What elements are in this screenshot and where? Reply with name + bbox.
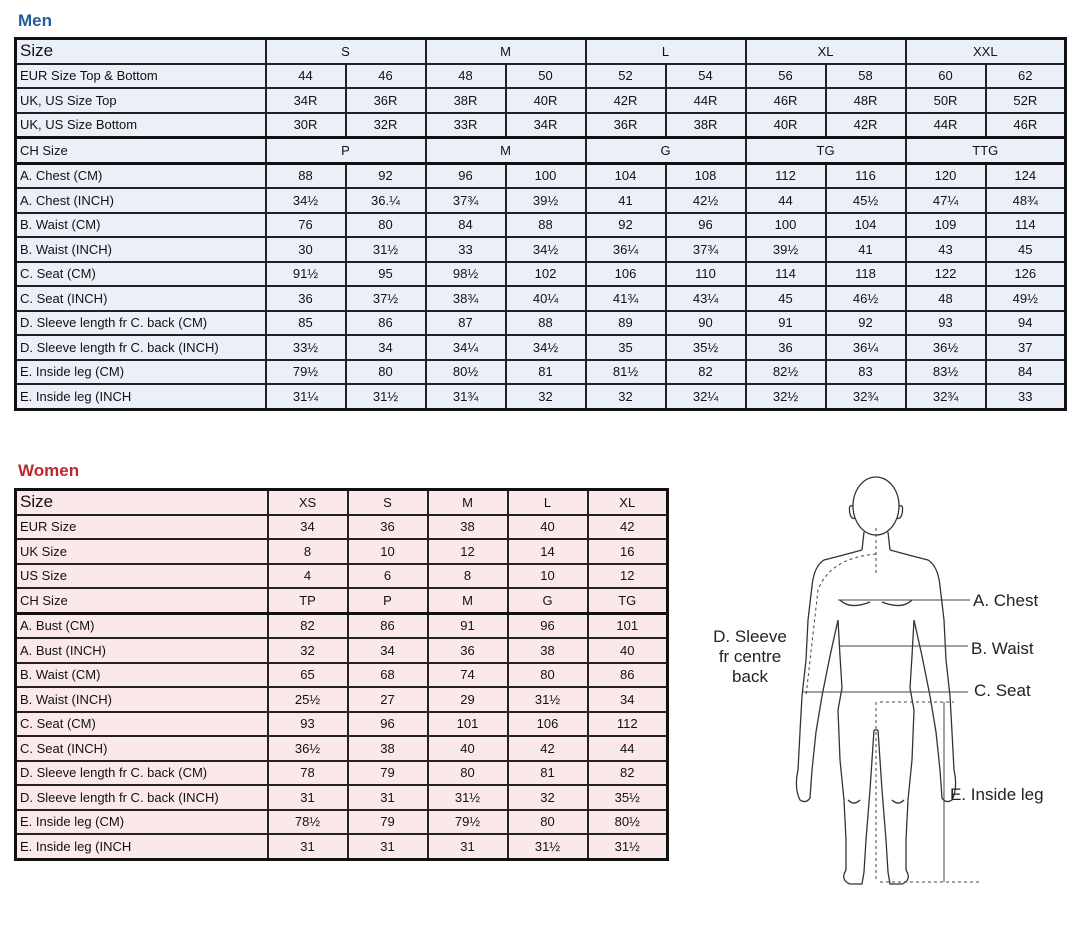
men-measure-row [16, 188, 1066, 213]
inside-leg-label: E. Inside leg [950, 785, 1044, 804]
table-cell: 52 [586, 64, 666, 89]
table-cell: 45 [746, 286, 826, 311]
size-header-cell: XL [588, 490, 668, 515]
row-label: US Size [16, 564, 268, 589]
table-cell: 31 [268, 785, 348, 810]
table-cell: 31½ [346, 384, 426, 409]
table-cell: 46R [746, 88, 826, 113]
row-label: C. Seat (CM) [16, 712, 268, 737]
men-size-row [16, 64, 1066, 89]
table-cell: 96 [426, 163, 506, 188]
men-measure-row [16, 262, 1066, 287]
table-cell: 12 [428, 539, 508, 564]
men-measure-row [16, 213, 1066, 238]
size-header-cell: XS [268, 490, 348, 515]
table-cell: 34 [588, 687, 668, 712]
table-cell: 32R [346, 113, 426, 138]
table-cell: 38¾ [426, 286, 506, 311]
women-measure-row [16, 638, 668, 663]
size-header-cell: L [586, 39, 746, 64]
women-measure-row [16, 736, 668, 761]
men-size-table [14, 37, 1067, 411]
table-cell: 33 [426, 237, 506, 262]
table-cell: 44 [746, 188, 826, 213]
table-cell: 80½ [588, 810, 668, 835]
table-cell: 93 [268, 712, 348, 737]
women-measure-row [16, 712, 668, 737]
table-cell: 90 [666, 311, 746, 336]
table-cell: 37¾ [426, 188, 506, 213]
table-cell: 96 [666, 213, 746, 238]
table-cell: 32¼ [666, 384, 746, 409]
table-cell: 48 [906, 286, 986, 311]
sleeve-label-line-1: D. Sleeve [713, 627, 787, 646]
row-label: E. Inside leg (CM) [16, 360, 266, 385]
row-label: CH Size [16, 138, 266, 164]
men-size-row [16, 88, 1066, 113]
table-cell: 44R [666, 88, 746, 113]
table-cell: 40R [506, 88, 586, 113]
men-measure-row [16, 360, 1066, 385]
table-cell: 91 [428, 613, 508, 638]
table-cell: 82 [588, 761, 668, 786]
table-cell: 92 [826, 311, 906, 336]
table-cell: 31½ [428, 785, 508, 810]
table-cell: 106 [586, 262, 666, 287]
table-cell: TG [588, 588, 668, 613]
ch-size-cell: TTG [906, 138, 1066, 164]
table-cell: 39½ [506, 188, 586, 213]
table-cell: 38 [428, 515, 508, 540]
table-cell: 82½ [746, 360, 826, 385]
table-cell: 81 [506, 360, 586, 385]
table-cell: 38 [508, 638, 588, 663]
table-cell: 36R [346, 88, 426, 113]
men-measure-row [16, 311, 1066, 336]
table-cell: 36 [348, 515, 428, 540]
table-cell: 85 [266, 311, 346, 336]
row-label: C. Seat (CM) [16, 262, 266, 287]
row-label: UK Size [16, 539, 268, 564]
table-cell: 109 [906, 213, 986, 238]
row-label: B. Waist (CM) [16, 663, 268, 688]
men-size-header-row [16, 39, 1066, 64]
table-cell: 74 [428, 663, 508, 688]
table-cell: 29 [428, 687, 508, 712]
table-cell: 36R [586, 113, 666, 138]
table-cell: 27 [348, 687, 428, 712]
table-cell: 32¾ [906, 384, 986, 409]
table-cell: 31 [348, 834, 428, 859]
table-cell: 33R [426, 113, 506, 138]
table-cell: 78 [268, 761, 348, 786]
men-measure-row [16, 237, 1066, 262]
table-cell: 38 [348, 736, 428, 761]
women-size-row [16, 515, 668, 540]
table-cell: 32½ [746, 384, 826, 409]
table-cell: 79½ [428, 810, 508, 835]
row-label: D. Sleeve length fr C. back (INCH) [16, 785, 268, 810]
size-header-cell: XXL [906, 39, 1066, 64]
table-cell: 33 [986, 384, 1066, 409]
table-cell: 114 [746, 262, 826, 287]
table-cell: 37¾ [666, 237, 746, 262]
size-header-cell: M [426, 39, 586, 64]
table-cell: 86 [348, 613, 428, 638]
table-cell: 31½ [346, 237, 426, 262]
table-cell: 34R [266, 88, 346, 113]
table-cell: 34½ [266, 188, 346, 213]
row-label: C. Seat (INCH) [16, 286, 266, 311]
row-label: EUR Size Top & Bottom [16, 64, 266, 89]
table-cell: 37 [986, 335, 1066, 360]
table-cell: 101 [588, 613, 668, 638]
table-cell: 45 [986, 237, 1066, 262]
men-size-row [16, 113, 1066, 138]
table-cell: 110 [666, 262, 746, 287]
table-cell: 38R [426, 88, 506, 113]
men-measure-row [16, 335, 1066, 360]
table-cell: 88 [506, 311, 586, 336]
men-section-title: Men [18, 11, 52, 30]
table-cell: 79 [348, 810, 428, 835]
row-label: A. Chest (INCH) [16, 188, 266, 213]
table-cell: 31¼ [266, 384, 346, 409]
table-cell: 32¾ [826, 384, 906, 409]
table-cell: 81 [508, 761, 588, 786]
table-cell: 80 [508, 810, 588, 835]
row-label: CH Size [16, 588, 268, 613]
table-cell: 101 [428, 712, 508, 737]
men-ch-size-row [16, 138, 1066, 164]
table-cell: 33½ [266, 335, 346, 360]
table-cell: 35½ [666, 335, 746, 360]
table-cell: 65 [268, 663, 348, 688]
table-cell: 62 [986, 64, 1066, 89]
table-cell: 93 [906, 311, 986, 336]
row-label: D. Sleeve length fr C. back (CM) [16, 311, 266, 336]
row-label: UK, US Size Bottom [16, 113, 266, 138]
table-cell: 4 [268, 564, 348, 589]
table-cell: 6 [348, 564, 428, 589]
table-cell: 31½ [508, 687, 588, 712]
table-cell: 48R [826, 88, 906, 113]
table-cell: 126 [986, 262, 1066, 287]
table-cell: 52R [986, 88, 1066, 113]
table-cell: 46½ [826, 286, 906, 311]
table-cell: 40 [428, 736, 508, 761]
table-cell: 124 [986, 163, 1066, 188]
table-cell: 92 [346, 163, 426, 188]
row-label: Size [16, 39, 266, 64]
row-label: UK, US Size Top [16, 88, 266, 113]
table-cell: 54 [666, 64, 746, 89]
body-measurement-figure [690, 470, 1070, 910]
table-cell: 78½ [268, 810, 348, 835]
table-cell: 40 [508, 515, 588, 540]
table-cell: 95 [346, 262, 426, 287]
table-cell: 81½ [586, 360, 666, 385]
men-measure-row [16, 384, 1066, 409]
table-cell: 41¾ [586, 286, 666, 311]
sleeve-label-line-2: fr centre [718, 647, 782, 666]
ch-size-cell: P [266, 138, 426, 164]
table-cell: 36½ [906, 335, 986, 360]
table-cell: 36 [746, 335, 826, 360]
table-cell: 44 [266, 64, 346, 89]
women-size-header-row [16, 490, 668, 515]
table-cell: 100 [506, 163, 586, 188]
table-cell: 118 [826, 262, 906, 287]
row-label: B. Waist (INCH) [16, 687, 268, 712]
table-cell: 40¼ [506, 286, 586, 311]
table-cell: 100 [746, 213, 826, 238]
table-cell: 34½ [506, 237, 586, 262]
table-cell: 83½ [906, 360, 986, 385]
table-cell: 48 [426, 64, 506, 89]
table-cell: 49½ [986, 286, 1066, 311]
table-cell: 40R [746, 113, 826, 138]
row-label: D. Sleeve length fr C. back (CM) [16, 761, 268, 786]
table-cell: 45½ [826, 188, 906, 213]
row-label: A. Bust (INCH) [16, 638, 268, 663]
table-cell: 42½ [666, 188, 746, 213]
table-cell: 31 [348, 785, 428, 810]
table-cell: 40 [588, 638, 668, 663]
table-cell: 34 [346, 335, 426, 360]
table-cell: TP [268, 588, 348, 613]
table-cell: 91 [746, 311, 826, 336]
table-cell: 122 [906, 262, 986, 287]
table-cell: 104 [826, 213, 906, 238]
table-cell: 92 [586, 213, 666, 238]
table-cell: 88 [506, 213, 586, 238]
women-size-row [16, 588, 668, 613]
women-measure-row [16, 663, 668, 688]
table-cell: 47¼ [906, 188, 986, 213]
size-header-cell: S [348, 490, 428, 515]
table-cell: 32 [506, 384, 586, 409]
table-cell: 31½ [508, 834, 588, 859]
men-measure-row [16, 163, 1066, 188]
table-cell: 10 [348, 539, 428, 564]
table-cell: 89 [586, 311, 666, 336]
table-cell: 14 [508, 539, 588, 564]
table-cell: 25½ [268, 687, 348, 712]
table-cell: 84 [986, 360, 1066, 385]
men-measure-row [16, 286, 1066, 311]
table-cell: 43¼ [666, 286, 746, 311]
table-cell: 68 [348, 663, 428, 688]
table-cell: 42R [826, 113, 906, 138]
table-cell: M [428, 588, 508, 613]
women-size-row [16, 564, 668, 589]
table-cell: 86 [588, 663, 668, 688]
table-cell: 114 [986, 213, 1066, 238]
table-cell: 31 [268, 834, 348, 859]
table-cell: 106 [508, 712, 588, 737]
table-cell: 44 [588, 736, 668, 761]
women-measure-row [16, 785, 668, 810]
table-cell: 50R [906, 88, 986, 113]
table-cell: 30 [266, 237, 346, 262]
ch-size-cell: G [586, 138, 746, 164]
women-size-row [16, 539, 668, 564]
table-cell: 48¾ [986, 188, 1066, 213]
row-label: D. Sleeve length fr C. back (INCH) [16, 335, 266, 360]
table-cell: 104 [586, 163, 666, 188]
table-cell: 80½ [426, 360, 506, 385]
table-cell: 39½ [746, 237, 826, 262]
table-cell: 36¼ [826, 335, 906, 360]
women-size-table [14, 488, 669, 861]
table-cell: 96 [508, 613, 588, 638]
sleeve-label-line-3: back [732, 667, 768, 686]
table-cell: 46 [346, 64, 426, 89]
size-header-cell: L [508, 490, 588, 515]
table-cell: 36½ [268, 736, 348, 761]
table-cell: 32 [508, 785, 588, 810]
table-cell: 80 [346, 360, 426, 385]
size-header-cell: S [266, 39, 426, 64]
table-cell: 86 [346, 311, 426, 336]
row-label: E. Inside leg (INCH [16, 384, 266, 409]
table-cell: 84 [426, 213, 506, 238]
table-cell: 31¾ [426, 384, 506, 409]
table-cell: 80 [428, 761, 508, 786]
table-cell: 16 [588, 539, 668, 564]
table-cell: 80 [346, 213, 426, 238]
table-cell: 41 [826, 237, 906, 262]
table-cell: 102 [506, 262, 586, 287]
women-section-title: Women [18, 461, 80, 480]
table-cell: 8 [268, 539, 348, 564]
table-cell: 34 [268, 515, 348, 540]
table-cell: 35 [586, 335, 666, 360]
table-cell: 120 [906, 163, 986, 188]
table-cell: 34½ [506, 335, 586, 360]
table-cell: 87 [426, 311, 506, 336]
table-cell: 44R [906, 113, 986, 138]
table-cell: 98½ [426, 262, 506, 287]
chest-label: A. Chest [973, 591, 1039, 610]
row-label: Size [16, 490, 268, 515]
table-cell: 8 [428, 564, 508, 589]
row-label: E. Inside leg (INCH [16, 834, 268, 859]
size-header-cell: XL [746, 39, 906, 64]
women-measure-row [16, 761, 668, 786]
table-cell: 34¼ [426, 335, 506, 360]
table-cell: 12 [588, 564, 668, 589]
women-measure-row [16, 687, 668, 712]
table-cell: 36¼ [586, 237, 666, 262]
row-label: A. Chest (CM) [16, 163, 266, 188]
table-cell: 38R [666, 113, 746, 138]
table-cell: 42R [586, 88, 666, 113]
table-cell: 31½ [588, 834, 668, 859]
table-cell: 60 [906, 64, 986, 89]
table-cell: 42 [588, 515, 668, 540]
table-cell: 35½ [588, 785, 668, 810]
size-header-cell: M [428, 490, 508, 515]
women-measure-row [16, 810, 668, 835]
row-label: E. Inside leg (CM) [16, 810, 268, 835]
table-cell: 91½ [266, 262, 346, 287]
measurement-lines [802, 528, 980, 882]
table-cell: 10 [508, 564, 588, 589]
table-cell: 34 [348, 638, 428, 663]
ch-size-cell: M [426, 138, 586, 164]
table-cell: 88 [266, 163, 346, 188]
table-cell: 56 [746, 64, 826, 89]
table-cell: 83 [826, 360, 906, 385]
table-cell: 112 [746, 163, 826, 188]
table-cell: 32 [268, 638, 348, 663]
waist-label: B. Waist [971, 639, 1034, 658]
table-cell: 76 [266, 213, 346, 238]
table-cell: 79½ [266, 360, 346, 385]
table-cell: 112 [588, 712, 668, 737]
table-cell: 36 [266, 286, 346, 311]
table-cell: 32 [586, 384, 666, 409]
women-measure-row [16, 613, 668, 638]
table-cell: 79 [348, 761, 428, 786]
table-cell: 42 [508, 736, 588, 761]
row-label: EUR Size [16, 515, 268, 540]
table-cell: 31 [428, 834, 508, 859]
table-cell: 116 [826, 163, 906, 188]
ch-size-cell: TG [746, 138, 906, 164]
row-label: B. Waist (CM) [16, 213, 266, 238]
table-cell: 96 [348, 712, 428, 737]
women-measure-row [16, 834, 668, 859]
table-cell: 82 [666, 360, 746, 385]
table-cell: 80 [508, 663, 588, 688]
row-label: C. Seat (INCH) [16, 736, 268, 761]
table-cell: 58 [826, 64, 906, 89]
table-cell: 108 [666, 163, 746, 188]
seat-label: C. Seat [974, 681, 1031, 700]
row-label: A. Bust (CM) [16, 613, 268, 638]
table-cell: 34R [506, 113, 586, 138]
table-cell: 41 [586, 188, 666, 213]
table-cell: 50 [506, 64, 586, 89]
table-cell: 82 [268, 613, 348, 638]
table-cell: 43 [906, 237, 986, 262]
table-cell: P [348, 588, 428, 613]
table-cell: G [508, 588, 588, 613]
table-cell: 36.¼ [346, 188, 426, 213]
table-cell: 36 [428, 638, 508, 663]
table-cell: 46R [986, 113, 1066, 138]
row-label: B. Waist (INCH) [16, 237, 266, 262]
table-cell: 37½ [346, 286, 426, 311]
table-cell: 30R [266, 113, 346, 138]
table-cell: 94 [986, 311, 1066, 336]
